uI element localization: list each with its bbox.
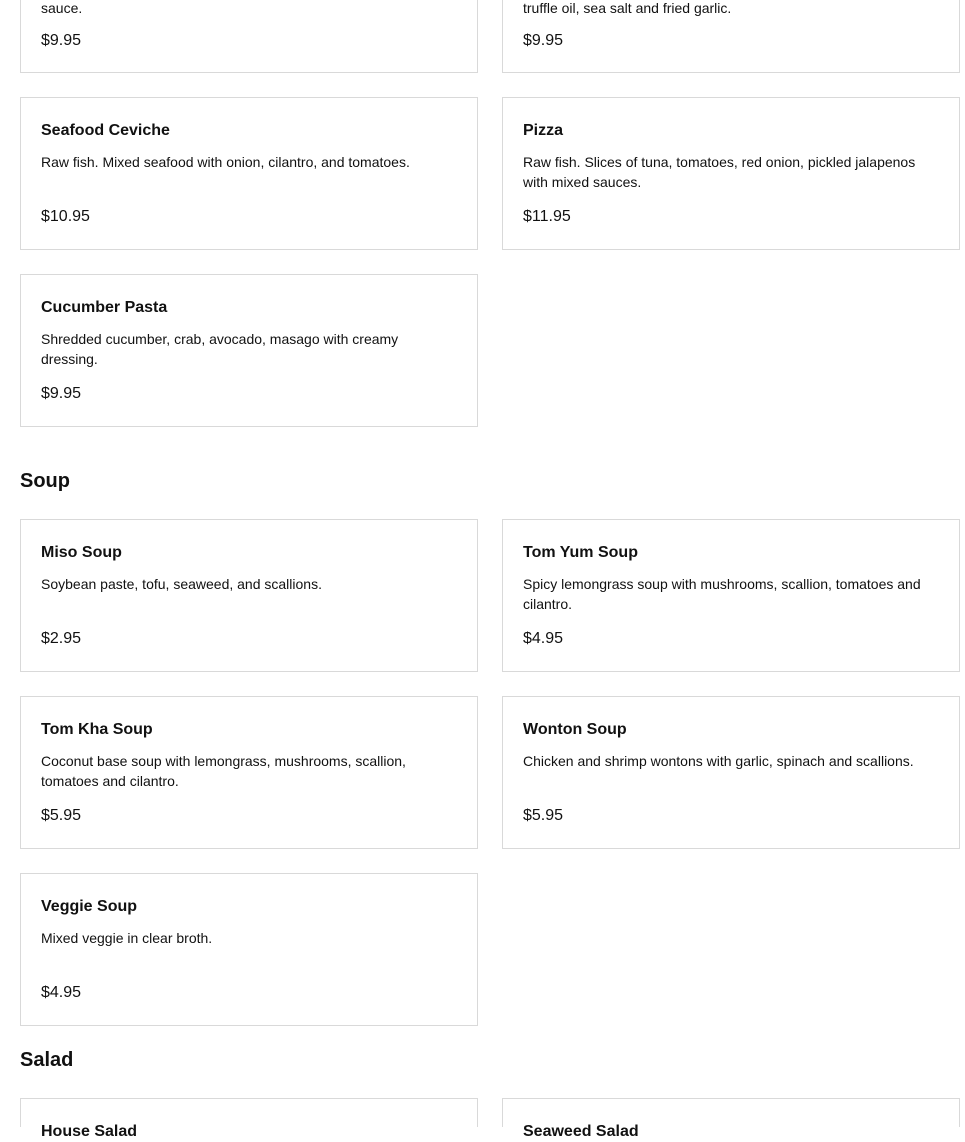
menu-item-name: Wonton Soup (523, 721, 627, 738)
menu-item-card[interactable] (502, 696, 960, 849)
menu-item-price: $11.95 (523, 208, 571, 225)
menu-item-name: Veggie Soup (41, 898, 138, 915)
menu-item-description: Shredded cucumber, crab, avocado, masago with creamy dressing. (41, 331, 399, 367)
menu-item-price: $4.95 (523, 630, 564, 647)
menu-item-price: $9.95 (41, 385, 82, 402)
menu-item-name: Seafood Ceviche (41, 122, 170, 139)
menu-item-name: Pizza (523, 122, 564, 139)
menu-item-name: Tom Kha Soup (41, 721, 153, 738)
menu-item-card[interactable] (502, 519, 960, 672)
menu-item-card[interactable] (502, 1098, 960, 1140)
menu-item-card[interactable] (20, 873, 478, 1026)
menu-item-description: Raw fish. Slices of tuna, tomatoes, red onion, pickled jalapenos with mixed sauces. (523, 154, 916, 190)
menu-item-description: Coconut base soup with lemongrass, mushrooms, scallion, tomatoes and cilantro. (41, 753, 406, 789)
menu-item-price: $10.95 (41, 208, 90, 225)
menu-item-name: Cucumber Pasta (41, 299, 168, 316)
menu-item-price: $4.95 (41, 984, 82, 1001)
menu-item-description: Raw fish. Mixed seafood with onion, cilantro, and tomatoes. (41, 154, 410, 170)
menu-item-card[interactable] (20, 0, 478, 73)
menu-item-name: Tom Yum Soup (523, 544, 638, 561)
menu-item-price: $5.95 (41, 807, 82, 824)
menu-item-card[interactable] (20, 1098, 478, 1140)
menu-item-card[interactable] (20, 696, 478, 849)
menu-item-description: Soybean paste, tofu, seaweed, and scallions. (41, 576, 322, 592)
menu-item-card[interactable] (502, 0, 960, 73)
section-title-soup: Soup (20, 470, 70, 492)
menu-item-card[interactable] (20, 519, 478, 672)
menu-item-name: Miso Soup (41, 544, 122, 561)
section-title-salad: Salad (20, 1049, 74, 1071)
menu-item-card[interactable] (20, 97, 478, 250)
menu-item-description: truffle oil, sea salt and fried garlic. (523, 0, 732, 16)
menu-item-price: $5.95 (523, 807, 564, 824)
menu-item-description: Mixed veggie in clear broth. (41, 930, 213, 946)
menu-item-card[interactable] (502, 97, 960, 250)
menu-item-name: House Salad (41, 1123, 138, 1140)
menu-item-description: Spicy lemongrass soup with mushrooms, scallion, tomatoes and cilantro. (523, 576, 921, 612)
menu-item-price: $2.95 (41, 630, 82, 647)
menu-item-price: $9.95 (41, 32, 82, 49)
menu-item-name: Seaweed Salad (523, 1123, 639, 1140)
menu-item-price: $9.95 (523, 32, 564, 49)
menu-item-card[interactable] (20, 274, 478, 427)
menu-item-description: sauce. (41, 0, 83, 16)
menu-item-description: Chicken and shrimp wontons with garlic, spinach and scallions. (523, 753, 914, 769)
